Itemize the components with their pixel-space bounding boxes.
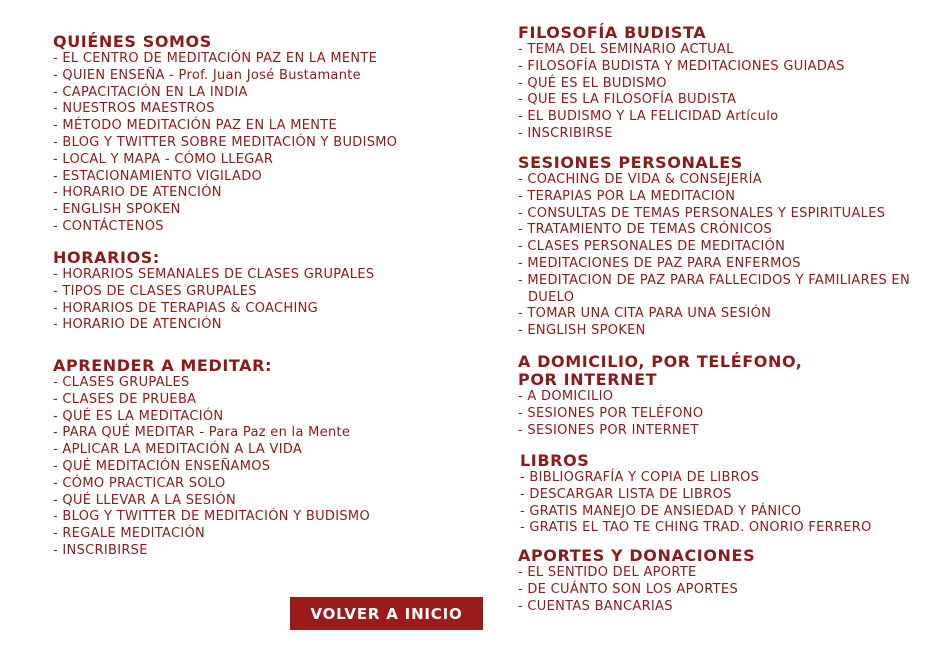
link-blog-twitter-2[interactable]: - BLOG Y TWITTER DE MEDITACIÓN Y BUDISMO	[53, 509, 370, 525]
section-quienes-somos	[53, 33, 397, 236]
link-consultas[interactable]: - CONSULTAS DE TEMAS PERSONALES Y ESPIRITUALES	[518, 205, 886, 221]
link-gratis-ansiedad[interactable]: - GRATIS MANEJO DE ANSIEDAD Y PÁNICO	[520, 503, 802, 519]
link-filosofia-meditaciones[interactable]: - FILOSOFÍA BUDISTA Y MEDITACIONES GUIADAS	[518, 58, 845, 74]
link-horarios-semanales[interactable]: - HORARIOS SEMANALES DE CLASES GRUPALES	[53, 267, 375, 282]
link-que-es-budismo[interactable]: - QUÉ ES EL BUDISMO	[518, 75, 667, 91]
link-sesiones-internet[interactable]: - SESIONES POR INTERNET	[518, 422, 699, 438]
link-blog-twitter[interactable]: - BLOG Y TWITTER SOBRE MEDITACIÓN Y BUDISMO	[53, 134, 398, 150]
section-title-quienes-somos: QUIÉNES SOMOS	[53, 32, 212, 51]
link-que-meditacion[interactable]: - QUÉ MEDITACIÓN ENSEÑAMOS	[53, 458, 271, 474]
link-sesiones-telefono[interactable]: - SESIONES POR TELÉFONO	[518, 405, 704, 421]
section-title-aprender-meditar: APRENDER A MEDITAR:	[53, 356, 273, 375]
link-meditaciones-enfermos[interactable]: - MEDITACIONES DE PAZ PARA ENFERMOS	[518, 255, 801, 271]
section-title-domicilio-1: A DOMICILIO, POR TELÉFONO,	[518, 352, 803, 371]
link-capacitacion-india[interactable]: - CAPACITACIÓN EN LA INDIA	[53, 84, 248, 100]
link-english-spoken-2[interactable]: - ENGLISH SPOKEN	[518, 323, 646, 339]
section-title-filosofia: FILOSOFÍA BUDISTA	[518, 23, 707, 42]
link-horario-atencion-2[interactable]: - HORARIO DE ATENCIÓN	[53, 317, 222, 333]
section-filosofia-budista	[518, 24, 845, 143]
link-que-llevar[interactable]: - QUÉ LLEVAR A LA SESIÓN	[53, 492, 237, 508]
section-libros	[520, 452, 872, 537]
volver-inicio-button[interactable]: VOLVER A INICIO	[290, 597, 483, 630]
domicilio-links	[518, 389, 803, 439]
link-contactenos[interactable]: - CONTÁCTENOS	[53, 218, 164, 234]
link-bibliografia[interactable]: - BIBLIOGRAFÍA Y COPIA DE LIBROS	[520, 470, 760, 485]
link-descargar-lista[interactable]: - DESCARGAR LISTA DE LIBROS	[520, 486, 732, 502]
aportes-links	[518, 565, 755, 615]
link-como-practicar[interactable]: - CÓMO PRACTICAR SOLO	[53, 475, 226, 491]
link-aplicar-meditacion[interactable]: - APLICAR LA MEDITACIÓN A LA VIDA	[53, 442, 303, 458]
link-a-domicilio[interactable]: - A DOMICILIO	[518, 389, 614, 404]
link-centro-meditacion[interactable]: - EL CENTRO DE MEDITACIÓN PAZ EN LA MENTE	[53, 51, 378, 66]
link-clases-personales[interactable]: - CLASES PERSONALES DE MEDITACIÓN	[518, 239, 786, 255]
link-para-que-meditar[interactable]: - PARA QUÉ MEDITAR - Para Paz en la Mente	[53, 425, 351, 441]
link-nuestros-maestros[interactable]: - NUESTROS MAESTROS	[53, 101, 215, 117]
link-inscribirse-2[interactable]: - INSCRIBIRSE	[518, 125, 613, 141]
section-domicilio	[518, 353, 803, 439]
link-quien-ensena[interactable]: - QUIEN ENSEÑA - Prof. Juan José Bustamante	[53, 67, 361, 83]
link-english-spoken[interactable]: - ENGLISH SPOKEN	[53, 202, 181, 218]
link-tipos-clases[interactable]: - TIPOS DE CLASES GRUPALES	[53, 283, 257, 299]
quienes-somos-links	[53, 51, 397, 236]
section-aportes	[518, 547, 755, 615]
section-title-aportes: APORTES Y DONACIONES	[518, 546, 756, 565]
link-terapias[interactable]: - TERAPIAS POR LA MEDITACION	[518, 188, 736, 204]
link-tema-seminario[interactable]: - TEMA DEL SEMINARIO ACTUAL	[518, 42, 734, 57]
section-title-sesiones: SESIONES PERSONALES	[518, 153, 743, 172]
link-horario-atencion[interactable]: - HORARIO DE ATENCIÓN	[53, 185, 222, 201]
link-clases-prueba[interactable]: - CLASES DE PRUEBA	[53, 391, 197, 407]
link-estacionamiento[interactable]: - ESTACIONAMIENTO VIGILADO	[53, 168, 263, 184]
section-title-horarios: HORARIOS:	[53, 248, 160, 267]
link-regale-meditacion[interactable]: - REGALE MEDITACIÓN	[53, 526, 206, 542]
section-title-domicilio-2: POR INTERNET	[518, 370, 658, 389]
link-tomar-cita[interactable]: - TOMAR UNA CITA PARA UNA SESIÓN	[518, 306, 772, 322]
filosofia-links	[518, 42, 845, 143]
section-sesiones-personales	[518, 154, 928, 340]
link-gratis-tao[interactable]: - GRATIS EL TAO TE CHING TRAD. ONORIO FERRERO	[520, 520, 872, 536]
section-horarios	[53, 249, 374, 334]
link-tratamiento[interactable]: - TRATAMIENTO DE TEMAS CRÓNICOS	[518, 222, 773, 238]
link-metodo-meditacion[interactable]: - MÉTODO MEDITACIÓN PAZ EN LA MENTE	[53, 118, 338, 134]
section-title-libros: LIBROS	[520, 451, 590, 470]
link-inscribirse[interactable]: - INSCRIBIRSE	[53, 542, 148, 558]
link-local-mapa[interactable]: - LOCAL Y MAPA - CÓMO LLEGAR	[53, 151, 274, 167]
link-coaching-vida[interactable]: - COACHING DE VIDA & CONSEJERÍA	[518, 172, 762, 187]
sesiones-links	[518, 172, 928, 340]
link-horarios-terapias[interactable]: - HORARIOS DE TERAPIAS & COACHING	[53, 300, 318, 316]
section-aprender-meditar	[53, 357, 370, 560]
link-que-es-filosofia[interactable]: - QUE ES LA FILOSOFÍA BUDISTA	[518, 92, 737, 108]
link-clases-grupales[interactable]: - CLASES GRUPALES	[53, 375, 190, 390]
link-meditacion-fallecidos[interactable]: - MEDITACION DE PAZ PARA FALLECIDOS Y FAMILIARES EN DUELO	[518, 272, 910, 305]
libros-links	[520, 470, 872, 537]
link-cuanto-aportes[interactable]: - DE CUÁNTO SON LOS APORTES	[518, 581, 738, 597]
horarios-links	[53, 267, 374, 334]
link-cuentas-bancarias[interactable]: - CUENTAS BANCARIAS	[518, 598, 673, 614]
aprender-links	[53, 375, 370, 560]
link-sentido-aporte[interactable]: - EL SENTIDO DEL APORTE	[518, 565, 697, 580]
link-budismo-felicidad[interactable]: - EL BUDISMO Y LA FELICIDAD Artículo	[518, 109, 779, 125]
link-que-es-meditacion[interactable]: - QUÉ ES LA MEDITACIÓN	[53, 408, 224, 424]
